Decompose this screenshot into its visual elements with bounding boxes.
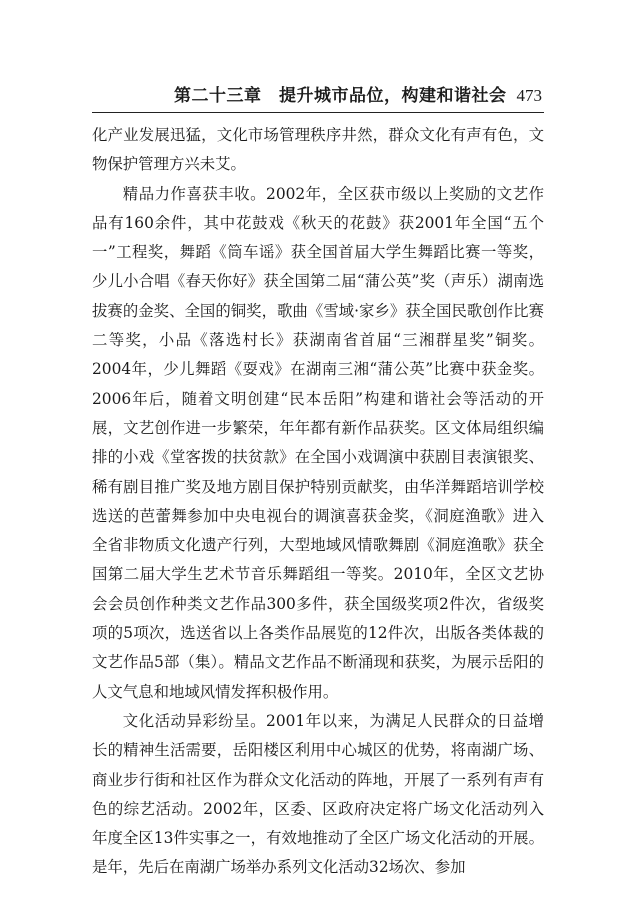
paragraph-activities: 文化活动异彩纷呈。2001年以来，为满足人民群众的日益增长的精神生活需要，岳阳楼区利用中心城区的优势，将南湖广场、商业步行街和社区作为群众文化活动的阵地，开展了一系列有声有色的综艺活动。2002年，区委、区政府决定将广场文化活动列入年度全区13件实事之一，有效地推动了全区广场文化活动的开展。是年，先后在南湖广场举办系列文化活动32场次、参加 bbox=[92, 711, 544, 877]
running-header bbox=[92, 80, 544, 113]
paragraph-continuation: 化产业发展迅猛，文化市场管理秩序井然，群众文化有声有色，文物保护管理方兴未艾。 bbox=[92, 126, 544, 174]
paragraph-awards: 精品力作喜获丰收。2002年，全区获市级以上奖励的文艺作品有160余件，其中花鼓戏《秋天的花鼓》获2001年全国“五个一”工程奖，舞蹈《筒车谣》获全国首届大学生舞蹈比赛一等奖，少儿小合唱《春天你好》获全国第二届“蒲公英”奖（声乐）湖南选拔赛的金奖、全国的铜奖，歌曲《雪域·家乡》获全国民歌创作比赛二等奖，小品《落选村长》获湖南省首届“三湘群星奖”铜奖。2004年，少儿舞蹈《耍戏》在湖南三湘“蒲公英”比赛中获金奖。2006年后，随着文明创建“民本岳阳”构建和谐社会等活动的开展，文艺创作进一步繁荣，年年都有新作品获奖。区文体局组织编排的小戏《堂客拨的扶贫款》在全国小戏调演中获剧目表演银奖、稀有剧目推广奖及地方剧目保护特别贡献奖，由华洋舞蹈培训学校选送的芭蕾舞参加中央电视台的调演喜获金奖，《洞庭渔歌》进入全省非物质文化遗产行列，大型地域风情歌舞剧《洞庭渔歌》获全国第二届大学生艺术节音乐舞蹈组一等奖。2010年，全区文艺协会会员创作种类文艺作品300多件，获全国级奖项2件次，省级奖项的5项次，选送省以上各类作品展览的12件次，出版各类体裁的文艺作品5部（集）。精品文艺作品不断涌现和获奖，为展示岳阳的人文气息和地域风情发挥积极作用。 bbox=[92, 184, 544, 701]
page-number: 473 bbox=[516, 86, 542, 105]
body-text bbox=[92, 121, 544, 883]
chapter-title: 第二十三章 提升城市品位，构建和谐社会 bbox=[174, 86, 507, 106]
